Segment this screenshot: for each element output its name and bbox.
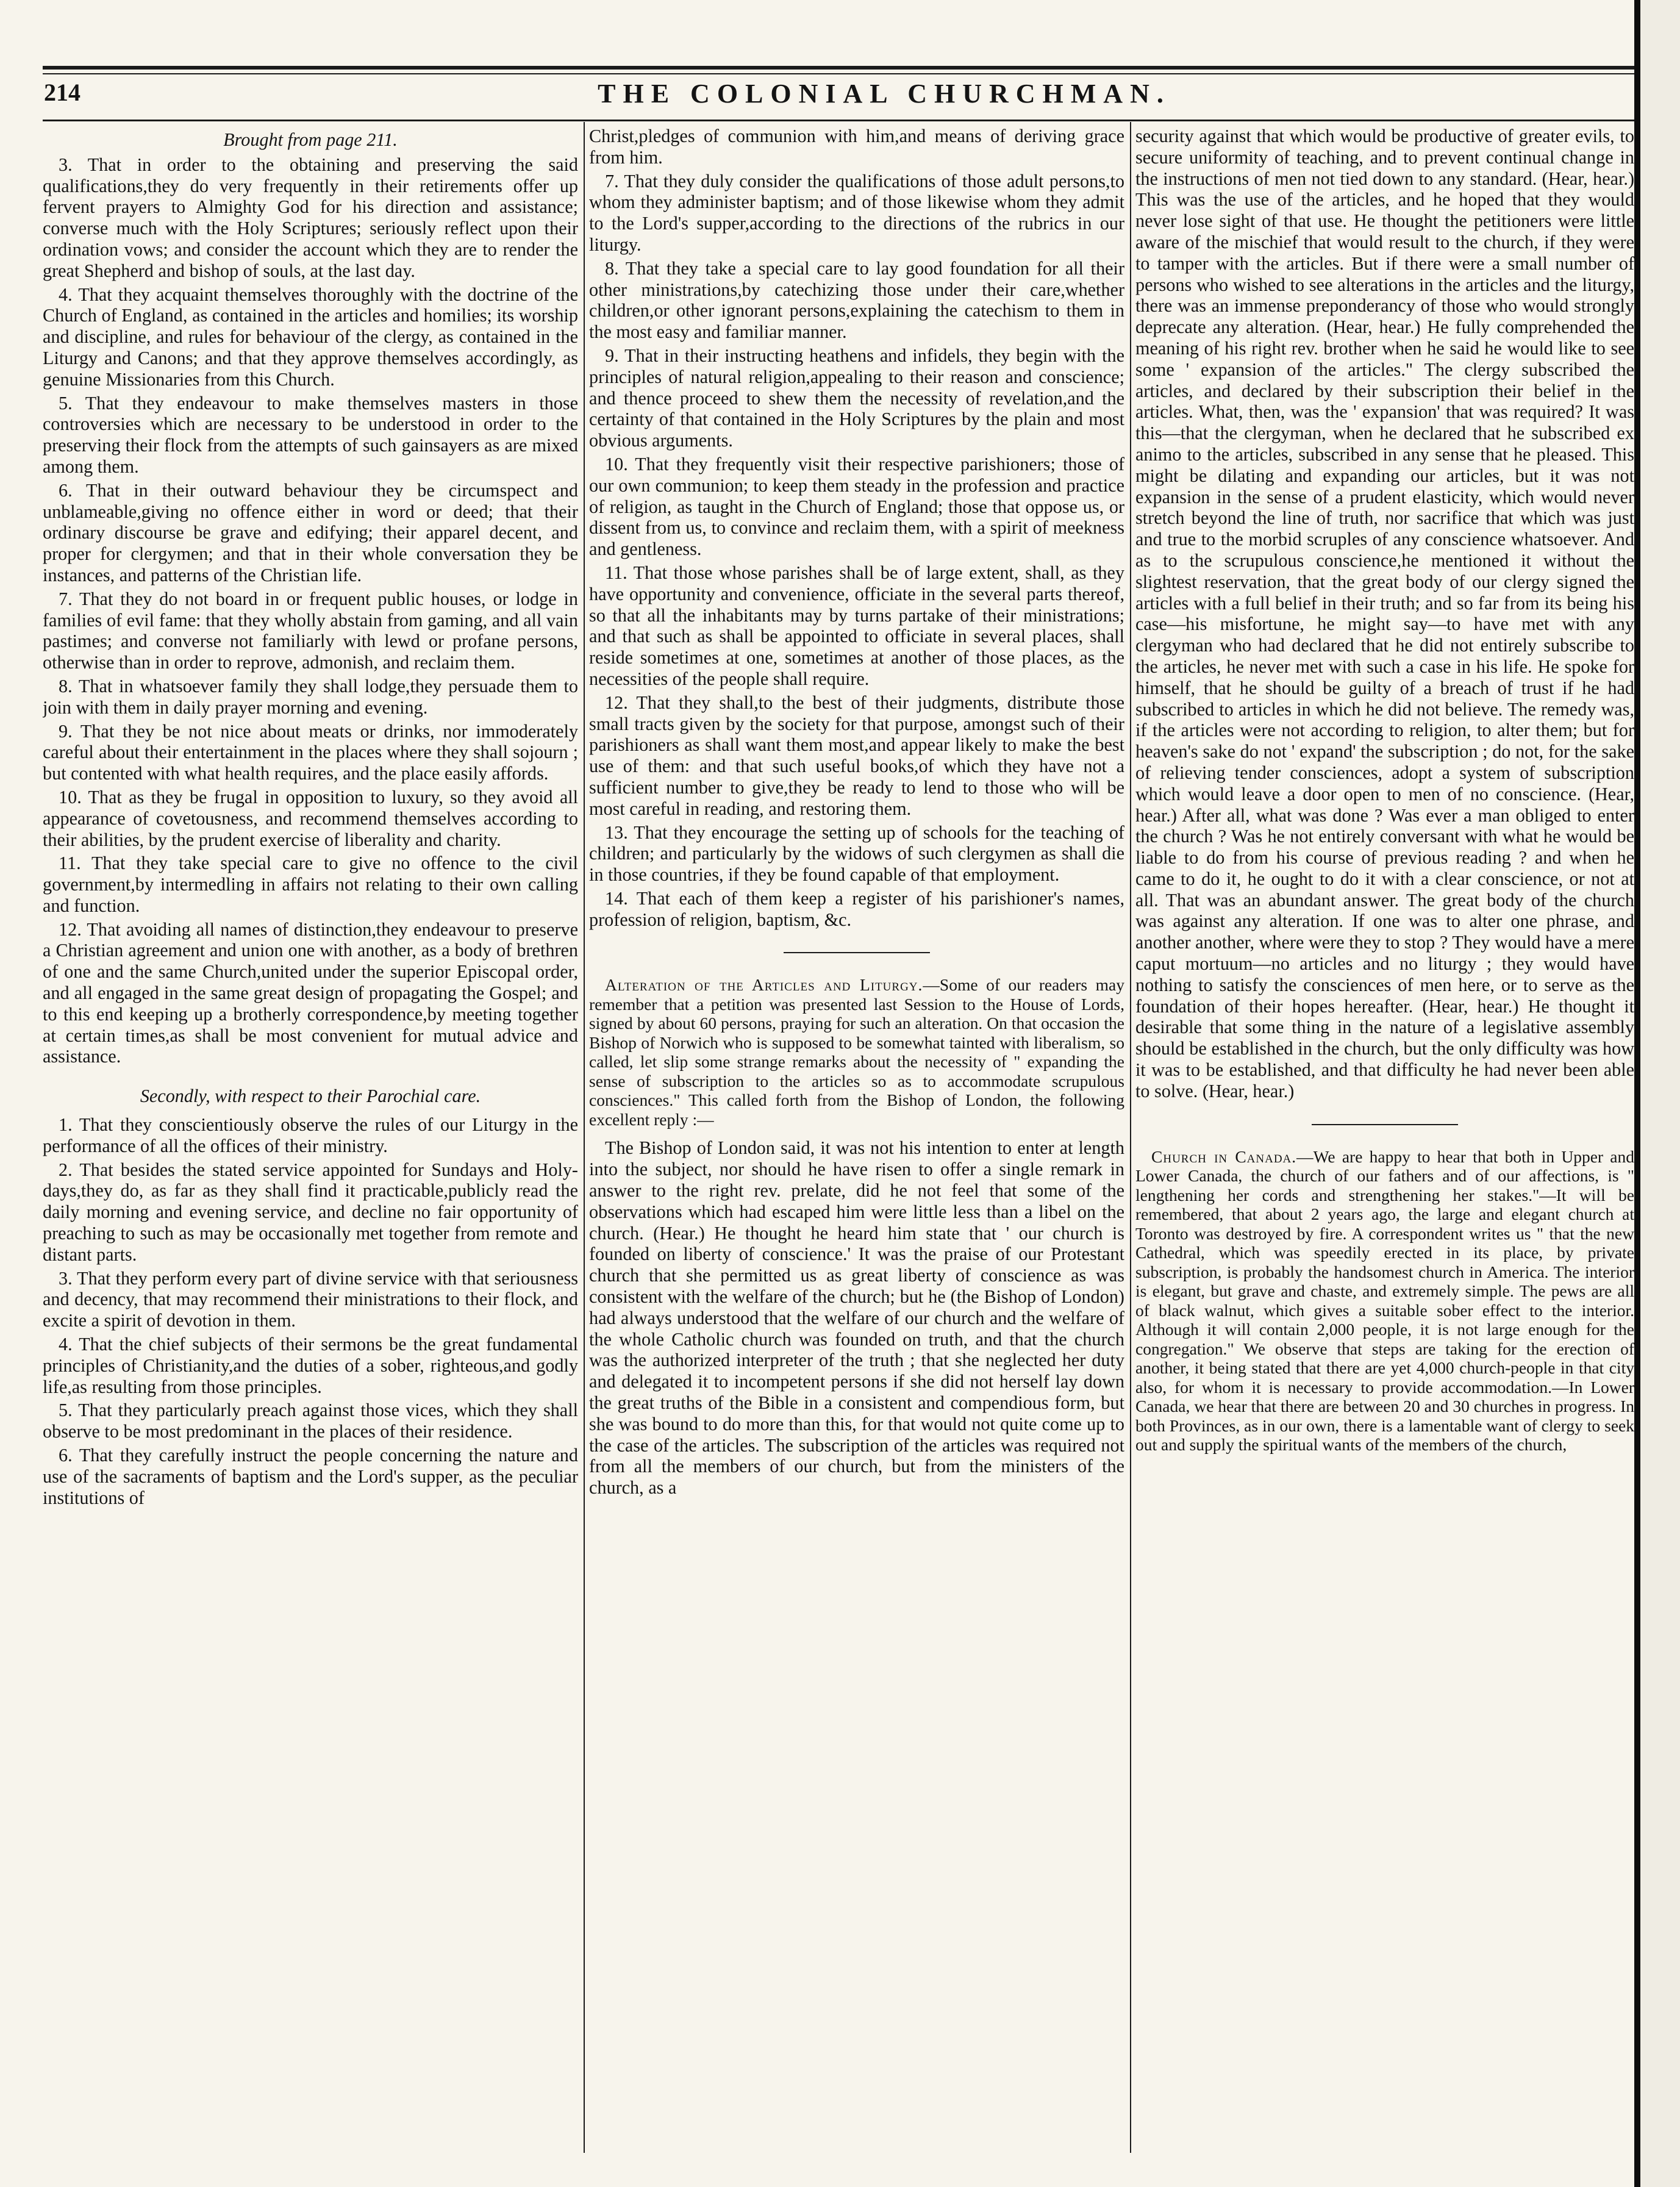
paragraph: The Bishop of London said, it was not his intention to enter at length into the subject, nor should he have risen to offer a single remark in answer to the right rev. prelate, did he not feel that some of the observations which had escaped him were little less than a libel on the church. (Hear.) He thought he heard him state that ' our church is founded on liberty of conscience.' It was the praise of our Protestant church that she permitted us as great liberty of conscience as was consistent with the welfare of the church; but he (the Bishop of London) had always understood that the welfare of our church and the welfare of the whole Catholic church was founded on truth, and that the church was the authorized interpreter of the truth ; that she neglected her duty and delegated it to incompetent persons if she did not herself lay down the great truths of the Bible in a consistent and compendious form, but she was bound to do more than this, for that would not quite come up to the case of the articles. The subscription of the articles was required not from all the members of our church, but from the ministers of the church, as a [589, 1137, 1124, 1498]
article-intro [589, 975, 1124, 1129]
column-divider [584, 122, 585, 2153]
paragraph: 7. That they duly consider the qualifications of those adult persons,to whom they administer baptism; and of those likewise whom they admit to the Lord's supper,according to the directions of the rubrics in our liturgy. [589, 170, 1124, 255]
paragraph: 7. That they do not board in or frequent public houses, or lodge in families of evil fame: that they wholly abstain from gaming, and all vain pastimes; and converse not familiarly with lewd or profane persons, otherwise than in order to reprove, admonish, and reclaim them. [43, 588, 578, 673]
binding-edge [1634, 0, 1640, 2187]
paragraph: 10. That as they be frugal in opposition to luxury, so they avoid all appearance of covetousness, and recommend themselves according to their abilities, by the prudent exercise of liberality and charity. [43, 786, 578, 850]
column-divider [1130, 122, 1131, 2153]
paragraph: 3. That they perform every part of divine service with that seriousness and decency, that may recommend their ministrations to their flock, and excite a spirit of devotion in them. [43, 1267, 578, 1331]
paragraph: 4. That they acquaint themselves thoroughly with the doctrine of the Church of England, as contained in the articles and homilies; its worship and discipline, and rules for behaviour of the clergy, as contained in the Liturgy and Canons; and that they approve themselves accordingly, as genuine Missionaries from this Church. [43, 284, 578, 390]
article-intro-text: —Some of our readers may remember that a petition was presented last Session to the House of Lords, signed by about 60 persons, praying for such an alteration. On that occasion the Bishop of Norwich who is supposed to be somewhat tainted with liberalism, so called, let slip some strange remarks about the necessity of " expanding the sense of subscription to the articles so as to accommodate scrupulous consciences." This called forth from the Bishop of London, the following excellent reply :— [589, 975, 1124, 1129]
paragraph: 10. That they frequently visit their respective parishioners; those of our own communion; to keep them steady in the profession and practice of religion, as taught in the Church of England; those that oppose us, or dissent from us, to convince and reclaim them, with a spirit of meekness and gentleness. [589, 453, 1124, 560]
section-separator [784, 952, 930, 953]
continued-heading: Brought from page 211. [223, 129, 398, 150]
paragraph: 3. That in order to the obtaining and preserving the said qualifications,they do very frequently in their retirements offer up fervent prayers to Almighty God for his direction and assistance; converse much with the Holy Scriptures; seriously reflect upon their ordination vows; and consider the account which they are to render the great Shepherd and bishop of souls, at the last day. [43, 154, 578, 281]
paragraph: 12. That they shall,to the best of their judgments, distribute those small tracts given by the society for that purpose, amongst such of their parishioners as shall want them most,and appear likely to make the best use of them: and that such useful books,of which they have not a sufficient number to give,they be ready to lend to those who will be most careful in reading, and restoring them. [589, 692, 1124, 819]
paragraph: 2. That besides the stated service appointed for Sundays and Holy-days,they do, as far as they shall find it practicable,publicly read the daily morning and evening service, and decline no fair opportunity of preaching to such as may be occasionally met together from remote and distant parts. [43, 1159, 578, 1265]
paragraph: 8. That they take a special care to lay good foundation for all their other ministrations,by catechizing those under their care,whether children,or other ignorant persons,explaining the catechism to them in the most easy and familiar manner. [589, 257, 1124, 343]
paragraph: 8. That in whatsoever family they shall lodge,they persuade them to join with them in daily prayer morning and evening. [43, 675, 578, 718]
paragraph: 1. That they conscientiously observe the rules of our Liturgy in the performance of all the offices of their ministry. [43, 1114, 578, 1156]
column-3 [1135, 126, 1634, 2150]
column-1 [43, 126, 578, 2150]
canada-title: Church in Canada. [1151, 1147, 1297, 1166]
paragraph: 13. That they encourage the setting up of schools for the teaching of children; and particularly by the widows of such clergymen as shall die in those countries, if they be found capable of that employment. [589, 821, 1124, 886]
paragraph: 14. That each of them keep a register of his parishioner's names, profession of religion, baptism, &c. [589, 887, 1124, 930]
section-subheading: Secondly, with respect to their Parochial care. [140, 1086, 481, 1107]
top-rule [43, 66, 1634, 70]
page-number: 214 [44, 79, 80, 106]
paragraph: 4. That the chief subjects of their sermons be the great fundamental principles of Christianity,and the duties of a sober, righteous,and godly life,as resulting from those principles. [43, 1334, 578, 1397]
paragraph: 9. That in their instructing heathens and infidels, they begin with the principles of natural religion,appealing to their reason and conscience; and thence proceed to shew them the necessity of revelation,and the certainty of that contained in the Holy Scriptures by the plain and most obvious arguments. [589, 345, 1124, 451]
paragraph: 12. That avoiding all names of distinction,they endeavour to preserve a Christian agreement and union one with another, as a body of brethren of one and the same Church,united under the superior Episcopal order, and all engaged in the same great design of propagating the Gospel; and to this end keeping up a brotherly correspondence,by meeting together at certain times,as shall be most convenient for mutual advice and assistance. [43, 918, 578, 1067]
paragraph: security against that which would be productive of greater evils, to secure uniformity of teaching, and to prevent continual change in the instructions of men not tied down to any standard. (Hear, hear.) This was the use of the articles, and he hoped that they would never lose sight of that use. He thought the petitioners were little aware of the mischief that would result to the church, if they were to tamper with the articles. But if there were a small number of persons who wished to see alterations in the articles and the liturgy, there was an immense preponderancy of those who would strongly deprecate any alteration. (Hear, hear.) He fully comprehended the meaning of his right rev. brother when he said he would like to see some ' expansion of the articles." The clergy subscribed the articles, and declared by their subscription their belief in the articles. What, then, was the ' expansion' that was required? It was this—that the clergyman, when he declared that he subscribed ex animo to the articles, subscribed in any sense that he pleased. This might be dilating and expanding our articles, but it was not expansion in the sense of a prudent elasticity, which would never stretch beyond the line of truth, nor sacrifice that which was just and true to the morbid scruples of any conscience whatsoever. And as to the scrupulous conscience,he mentioned it without the slightest reservation, that the great body of our clergy signed the articles with a full belief in their truth; and so far from its being his case—his misfortune, he might say—to have met with any clergyman who had declared that he did not entirely subscribe to the articles, he never met with such a case in his life. He spoke for himself, that he should be guilty of a breach of trust if he had subscribed to articles in which he did not believe. The remedy was, if the articles were not according to religion, to alter them; but for heaven's sake do not ' expand' the subscription ; do not, for the sake of relieving tender consciences, adopt a system of subscription which would leave a door open to men of no conscience. (Hear, hear.) After all, what was done ? Was ever a man obliged to enter the church ? Was he not entirely conversant with what he would be liable to do from his course of previous reading ? and when he came to do it, he ought to do it with a clear conscience, or not at all. That was an abundant answer. The great body of the church was against any alteration. If one was to alter one phrase, and another another, where were they to stop ? They would have a mere caput mortuum—no articles and no liturgy ; they would have nothing to satisfy the consciences of men here, or to serve as the foundation of their hopes hereafter. (Hear, hear.) He thought it desirable that some thing in the nature of a legislative assembly should be established in the church, but the only difficulty was how it was to be established, and that difficulty he had never been able to solve. (Hear, hear.) [1135, 126, 1634, 1101]
adjacent-page-edge [1640, 0, 1680, 2187]
section-separator [1312, 1124, 1458, 1125]
masthead-title: THE COLONIAL CHURCHMAN. [598, 79, 1171, 109]
paragraph: 6. That in their outward behaviour they be circumspect and unblameable,giving no offence either in word or deed; that their ordinary discourse be grave and edifying; their apparel decent, and proper for clergymen; and that in their whole conversation they be instances, and patterns of the Christian life. [43, 479, 578, 585]
column-2 [589, 126, 1124, 2150]
paragraph: 6. That they carefully instruct the people concerning the nature and use of the sacraments of baptism and the Lord's supper, as the peculiar institutions of [43, 1445, 578, 1508]
paragraph: Christ,pledges of communion with him,and means of deriving grace from him. [589, 126, 1124, 168]
canada-text: —We are happy to hear that both in Upper and Lower Canada, the church of our fathers and of our affections, is " lengthening her cords and strengthening her stakes."—It will be remembered, that about 2 years ago, the large and elegant church at Toronto was destroyed by fire. A correspondent writes us " that the new Cathedral, which was speedily erected in its place, by private subscription, is probably the handsomest church in America. The interior is elegant, but grave and chaste, and extremely simple. The pews are all of black walnut, which gives a suitable sober effect to the interior. Although it will contain 2,000 people, it is not large enough for the congregation." We observe that steps are taking for the erection of another, it being stated that there are yet 4,000 church-people in that city also, for whom it is necessary to provide accommodation.—In Lower Canada, we hear that there are between 20 and 30 churches in progress. In both Provinces, as in our own, there is a lamentable want of clergy to seek out and supply the spiritual wants of the members of the church, [1135, 1147, 1634, 1455]
paragraph: 5. That they endeavour to make themselves masters in those controversies which are necessary to be understood in order to the preserving their flock from the attempts of such gainsayers as are mixed among them. [43, 392, 578, 477]
canada-article [1135, 1147, 1634, 1455]
top-rule-thin [43, 73, 1634, 74]
paragraph: 11. That those whose parishes shall be of large extent, shall, as they have opportunity and convenience, officiate in the several parts thereof, so that all the inhabitants may by turns partake of their ministrations; and that such as shall be appointed to officiate in several places, shall reside sometimes at one, sometimes at another of those places, as the necessities of the people shall require. [589, 562, 1124, 689]
article-title: Alteration of the Articles and Liturgy. [605, 975, 923, 995]
paragraph: 9. That they be not nice about meats or drinks, nor immoderately careful about their entertainment in the places where they shall sojourn ; but contented with what health requires, and the place easily affords. [43, 720, 578, 784]
paragraph: 11. That they take special care to give no offence to the civil government,by intermedling in affairs not relating to their own calling and function. [43, 853, 578, 916]
header-rule [43, 120, 1634, 121]
paragraph: 5. That they particularly preach against those vices, which they shall observe to be most predominant in the places of their residence. [43, 1400, 578, 1442]
